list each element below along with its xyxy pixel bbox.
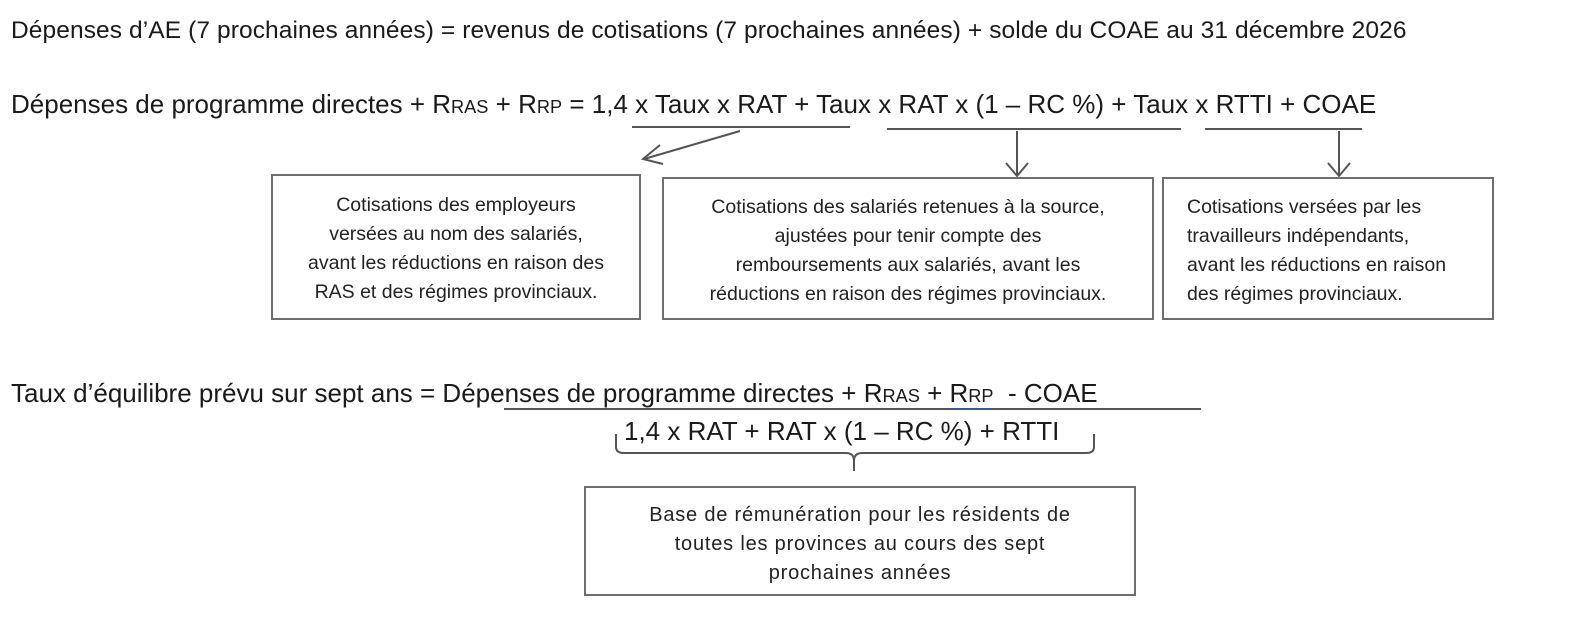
box-employee-contributions bbox=[662, 177, 1154, 320]
box-selfemployed-line-1: Cotisations versées par les bbox=[1187, 196, 1422, 218]
arrow-selfemployed-head bbox=[1328, 163, 1350, 176]
box-employee-line-1: Cotisations des salariés retenues à la source, bbox=[711, 196, 1105, 218]
box-base-line-3: prochaines années bbox=[768, 562, 952, 584]
eq3-num-mid: + bbox=[919, 378, 950, 408]
eq3-sub-ras: RAS bbox=[882, 386, 920, 406]
eq3-num-r: R bbox=[949, 378, 969, 408]
box-selfemployed-line-2: travailleurs indépendants, bbox=[1187, 225, 1410, 247]
box-selfemployed-line-3: avant les réductions en raison bbox=[1187, 254, 1447, 276]
box-selfemployed-contributions bbox=[1162, 177, 1494, 320]
arrow-employer-head bbox=[643, 145, 663, 164]
equation-breakeven-denominator bbox=[624, 416, 1059, 447]
equation-ei-expenses bbox=[11, 17, 1407, 45]
eq3-sub-rp: RP bbox=[968, 386, 994, 406]
box-employer-line-4: RAS et des régimes provinciaux. bbox=[314, 281, 598, 303]
arrow-employee-head bbox=[1006, 163, 1028, 176]
box-base-line-1: Base de rémunération pour les résidents de bbox=[649, 504, 1071, 526]
box-employer-line-3: avant les réductions en raison des bbox=[308, 252, 604, 274]
box-employee-line-4: réductions en raison des régimes provinciaux. bbox=[709, 283, 1107, 305]
box-employer-contributions bbox=[271, 174, 641, 320]
eq2-plus-1: + bbox=[786, 89, 817, 119]
equation-program-expenses bbox=[11, 89, 1376, 120]
equation-breakeven-rate bbox=[11, 378, 1098, 409]
eq2-term-selfemployed: Taux x RTTI bbox=[1133, 89, 1273, 119]
box-base-line-2: toutes les provinces au cours des sept bbox=[674, 533, 1046, 555]
box-employee-line-3: remboursements aux salariés, avant les bbox=[735, 254, 1081, 276]
equation-ei-expenses-text: Dépenses d’AE (7 prochaines années) = revenus de cotisations (7 prochaines années) + solde du COAE au 31 décembre 2026 bbox=[11, 17, 1407, 44]
eq2-term-employee: Taux x RAT x (1 – RC %) bbox=[816, 89, 1105, 119]
eq2-sub-ras: RAS bbox=[451, 97, 489, 117]
box-selfemployed-line-4: des régimes provinciaux. bbox=[1187, 283, 1403, 305]
box-employee-line-2: ajustées pour tenir compte des bbox=[774, 225, 1042, 247]
eq2-term-employer: 1,4 x Taux x RAT bbox=[591, 89, 787, 119]
eq2-tail: + COAE bbox=[1272, 89, 1377, 119]
eq3-num-tail: - COAE bbox=[993, 378, 1098, 408]
eq2-equals: = bbox=[562, 89, 592, 119]
box-earnings-base bbox=[584, 486, 1136, 596]
box-employer-line-1: Cotisations des employeurs bbox=[336, 194, 576, 216]
eq2-lhs-mid: + R bbox=[488, 89, 537, 119]
eq2-lhs-prefix: Dépenses de programme directes + R bbox=[11, 89, 452, 119]
eq2-plus-2: + bbox=[1104, 89, 1134, 119]
eq3-label: Taux d’équilibre prévu sur sept ans = bbox=[11, 378, 443, 408]
arrow-employer-shaft bbox=[644, 131, 740, 159]
eq2-sub-rp: RP bbox=[536, 97, 563, 117]
eq3-num-prefix: Dépenses de programme directes + R bbox=[442, 378, 883, 408]
eq3-denominator: 1,4 x RAT + RAT x (1 – RC %) + RTTI bbox=[624, 416, 1060, 446]
box-employer-line-2: versées au nom des salariés, bbox=[329, 223, 583, 245]
